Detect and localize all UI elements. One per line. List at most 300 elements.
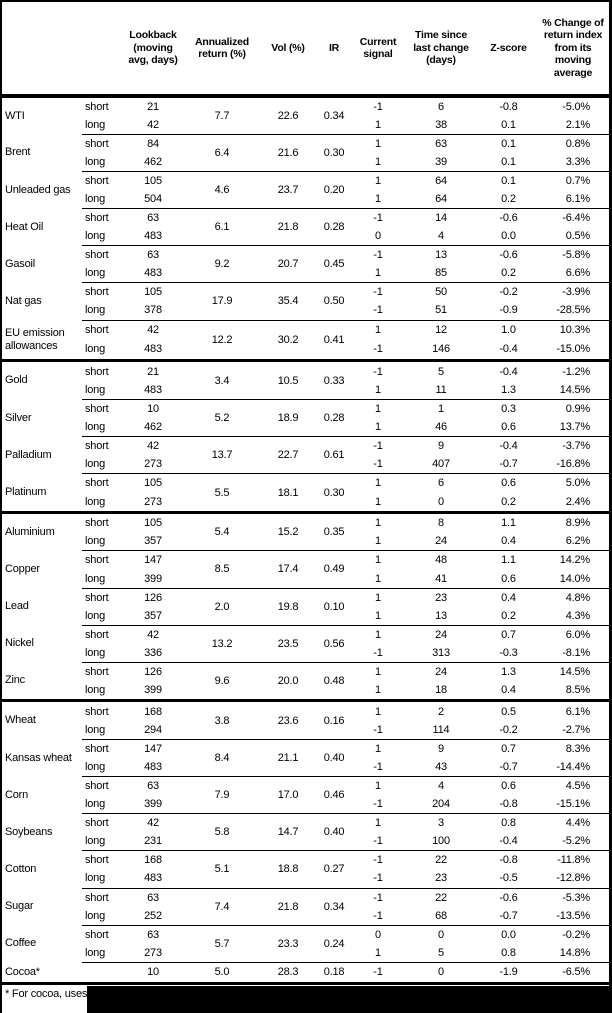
position-cell: short	[82, 209, 124, 228]
table-row	[2, 474, 609, 493]
zscore-cell: -0.4	[499, 343, 518, 356]
days-since-change-cell: 0	[402, 925, 480, 944]
zscore-cell: 0.4	[501, 684, 516, 697]
vol-cell: 18.9	[262, 399, 314, 436]
days-since-change-cell: 0	[438, 495, 444, 508]
days-since-change-cell: 5	[402, 361, 480, 381]
days-since-change-cell: 18	[435, 684, 447, 697]
pct-change-cell: 14.2%	[537, 551, 609, 570]
position-cell: short	[82, 361, 124, 381]
days-since-change-cell: 8	[402, 512, 480, 532]
table-row	[2, 551, 609, 570]
position-cell: long	[85, 267, 105, 280]
pct-change-cell: -15.1%	[556, 798, 590, 811]
position-cell: long	[85, 723, 105, 736]
pct-change-cell: -8.1%	[562, 646, 590, 659]
table-row	[2, 925, 609, 944]
annualized-return-cell: 5.4	[182, 512, 262, 551]
ir-cell: 0.24	[314, 925, 354, 962]
lookback-cell: 42	[124, 437, 182, 456]
signal-cell: 0	[354, 925, 402, 944]
pct-change-cell: -3.7%	[537, 437, 609, 456]
lookback-cell: 105	[124, 172, 182, 191]
days-since-change-cell: 38	[435, 118, 447, 131]
commodity-name-cell: Palladium	[5, 448, 52, 461]
lookback-cell: 462	[144, 421, 162, 434]
vol-cell: 18.8	[262, 851, 314, 888]
vol-cell: 23.5	[262, 625, 314, 662]
pct-change-cell: -16.8%	[556, 458, 590, 471]
pct-change-cell: 2.4%	[565, 495, 590, 508]
pct-change-cell: 6.0%	[537, 625, 609, 644]
days-since-change-cell: 6	[438, 100, 444, 113]
lookback-cell: 105	[124, 512, 182, 532]
vol-cell: 23.3	[262, 925, 314, 962]
lookback-cell: 231	[144, 835, 162, 848]
ir-cell: 0.41	[314, 320, 354, 361]
signal-cell: 1	[354, 320, 402, 340]
position-cell: long	[85, 458, 105, 471]
pct-change-cell: 2.1%	[565, 118, 590, 131]
position-cell: short	[82, 588, 124, 607]
position-cell: long	[85, 684, 105, 697]
lookback-cell: 462	[144, 155, 162, 168]
days-since-change-cell: 4	[438, 230, 444, 243]
annualized-return-cell: 13.2	[182, 625, 262, 662]
signal-cell: 0	[375, 230, 381, 243]
lookback-cell: 483	[144, 383, 162, 396]
days-since-change-cell: 6	[402, 474, 480, 493]
signal-cell: 1	[375, 421, 381, 434]
ir-cell: 0.50	[314, 283, 354, 320]
pct-change-cell: 10.3%	[537, 320, 609, 340]
table-row	[2, 283, 609, 302]
signal-cell: 1	[375, 118, 381, 131]
zscore-cell: -0.7	[499, 761, 518, 774]
days-since-change-cell: 14	[402, 209, 480, 228]
days-since-change-cell: 64	[402, 172, 480, 191]
signal-cell: -1	[373, 343, 383, 356]
signal-cell: 1	[375, 155, 381, 168]
days-since-change-cell: 48	[402, 551, 480, 570]
lookback-cell: 126	[124, 588, 182, 607]
vol-cell: 17.4	[262, 551, 314, 588]
commodity-name-cell: Zinc	[5, 674, 25, 687]
position-cell: long	[85, 535, 105, 548]
signal-cell: 1	[354, 399, 402, 418]
vol-cell: 17.0	[262, 777, 314, 814]
zscore-cell: -0.5	[499, 872, 518, 885]
days-since-change-cell: 24	[435, 535, 447, 548]
pct-change-cell: 4.8%	[537, 588, 609, 607]
position-cell: short	[82, 888, 124, 907]
pct-change-cell: -0.2%	[537, 925, 609, 944]
days-since-change-cell: 39	[435, 155, 447, 168]
lookback-cell: 63	[124, 888, 182, 907]
signal-cell: -1	[373, 304, 383, 317]
position-cell: short	[82, 399, 124, 418]
pct-change-cell: 4.4%	[537, 814, 609, 833]
pct-change-cell: 14.0%	[559, 572, 590, 585]
header-zscore: Z-score	[490, 41, 527, 54]
commodity-name-cell: Brent	[5, 146, 31, 159]
pct-change-cell: -6.5%	[537, 962, 609, 982]
pct-change-cell: -11.8%	[537, 851, 609, 870]
days-since-change-cell: 0	[402, 962, 480, 982]
signal-cell: -1	[373, 798, 383, 811]
pct-change-cell: 5.0%	[537, 474, 609, 493]
signal-cell: -1	[354, 851, 402, 870]
pct-change-cell: 6.1%	[537, 701, 609, 721]
zscore-cell: 0.2	[501, 193, 516, 206]
position-cell: short	[82, 320, 124, 340]
commodity-name-cell: Silver	[5, 411, 32, 424]
zscore-cell: 0.4	[501, 535, 516, 548]
zscore-cell: -0.2	[480, 283, 537, 302]
lookback-cell: 252	[144, 909, 162, 922]
ir-cell: 0.28	[314, 209, 354, 246]
lookback-cell: 483	[144, 872, 162, 885]
position-cell: short	[82, 474, 124, 493]
signal-cell: -1	[354, 888, 402, 907]
commodity-name-cell: Nat gas	[5, 294, 42, 307]
days-since-change-cell: 85	[435, 267, 447, 280]
annualized-return-cell: 3.4	[182, 361, 262, 400]
pct-change-cell: -14.4%	[556, 761, 590, 774]
pct-change-cell: -15.0%	[556, 343, 590, 356]
position-cell: short	[82, 701, 124, 721]
zscore-cell: 0.5	[480, 701, 537, 721]
zscore-cell: 0.1	[480, 172, 537, 191]
days-since-change-cell: 68	[435, 909, 447, 922]
commodity-name-cell: Platinum	[5, 485, 47, 498]
pct-change-cell: -5.0%	[562, 100, 590, 113]
position-cell: long	[85, 909, 105, 922]
lookback-cell: 483	[144, 267, 162, 280]
pct-change-cell: 4.3%	[565, 609, 590, 622]
footnote-bar	[2, 982, 609, 1013]
annualized-return-cell: 4.6	[182, 172, 262, 209]
pct-change-cell: -12.8%	[556, 872, 590, 885]
redacted-block	[87, 986, 609, 1013]
table-row	[2, 588, 609, 607]
zscore-cell: 0.0	[480, 925, 537, 944]
pct-change-cell: 13.7%	[559, 421, 590, 434]
signal-cell: 1	[375, 495, 381, 508]
zscore-cell: -1.9	[480, 962, 537, 982]
signal-cell: 1	[375, 535, 381, 548]
commodity-name-cell: Soybeans	[5, 825, 53, 838]
signal-cell: -1	[354, 246, 402, 265]
ir-cell: 0.48	[314, 662, 354, 701]
days-since-change-cell: 12	[402, 320, 480, 340]
zscore-cell: 0.8	[501, 946, 516, 959]
days-since-change-cell: 1	[402, 399, 480, 418]
commodity-name-cell: Unleaded gas	[5, 183, 71, 196]
lookback-cell: 126	[124, 662, 182, 681]
position-cell: short	[82, 134, 124, 153]
ir-cell: 0.30	[314, 134, 354, 171]
zscore-cell: 1.3	[501, 383, 516, 396]
ir-cell: 0.45	[314, 246, 354, 283]
table-row	[2, 888, 609, 907]
zscore-cell: -0.2	[499, 723, 518, 736]
ir-cell: 0.40	[314, 740, 354, 777]
signal-cell: 1	[354, 512, 402, 532]
lookback-cell: 357	[144, 535, 162, 548]
position-cell: short	[82, 625, 124, 644]
zscore-cell: 0.1	[501, 118, 516, 131]
vol-cell: 28.3	[262, 962, 314, 982]
pct-change-cell: -5.8%	[537, 246, 609, 265]
zscore-cell: -0.9	[499, 304, 518, 317]
vol-cell: 15.2	[262, 512, 314, 551]
commodity-name-cell: Lead	[5, 600, 29, 613]
header-vol: Vol (%)	[271, 41, 305, 54]
vol-cell: 19.8	[262, 588, 314, 625]
signal-cell: -1	[373, 909, 383, 922]
annualized-return-cell: 6.1	[182, 209, 262, 246]
annualized-return-cell: 12.2	[182, 320, 262, 361]
position-cell: short	[82, 512, 124, 532]
days-since-change-cell: 64	[435, 193, 447, 206]
signal-cell: -1	[354, 209, 402, 228]
zscore-cell: 0.6	[480, 777, 537, 796]
pct-change-cell: 6.6%	[565, 267, 590, 280]
position-cell: short	[82, 283, 124, 302]
pct-change-cell: 8.3%	[537, 740, 609, 759]
annualized-return-cell: 3.8	[182, 701, 262, 740]
signal-cell: -1	[373, 100, 383, 113]
ir-cell: 0.27	[314, 851, 354, 888]
signals-table	[2, 98, 609, 982]
annualized-return-cell: 9.2	[182, 246, 262, 283]
signal-cell: 1	[354, 777, 402, 796]
days-since-change-cell: 114	[432, 723, 450, 736]
lookback-cell: 168	[124, 851, 182, 870]
table-row	[2, 437, 609, 456]
signal-cell: 1	[375, 267, 381, 280]
days-since-change-cell: 100	[432, 835, 450, 848]
signal-cell: 1	[354, 662, 402, 681]
table-row	[2, 814, 609, 833]
commodity-name-cell: Nickel	[5, 637, 34, 650]
lookback-cell: 483	[144, 761, 162, 774]
annualized-return-cell: 13.7	[182, 437, 262, 474]
table-row	[2, 625, 609, 644]
annualized-return-cell: 5.2	[182, 399, 262, 436]
vol-cell: 22.7	[262, 437, 314, 474]
position-cell: long	[85, 609, 105, 622]
lookback-cell: 42	[124, 625, 182, 644]
position-cell: long	[85, 155, 105, 168]
commodity-name-cell: Corn	[5, 788, 29, 801]
position-cell: short	[82, 851, 124, 870]
signal-cell: 1	[375, 383, 381, 396]
lookback-cell: 483	[144, 343, 162, 356]
lookback-cell: 273	[144, 495, 162, 508]
zscore-cell: 0.6	[501, 572, 516, 585]
zscore-cell: -0.6	[480, 888, 537, 907]
days-since-change-cell: 3	[402, 814, 480, 833]
signal-cell: 1	[375, 946, 381, 959]
days-since-change-cell: 11	[435, 383, 447, 396]
position-cell: long	[85, 230, 105, 243]
days-since-change-cell: 43	[435, 761, 447, 774]
zscore-cell: 1.1	[480, 551, 537, 570]
zscore-cell: 0.4	[480, 588, 537, 607]
header-current-signal: Current signal	[359, 35, 397, 60]
ir-cell: 0.49	[314, 551, 354, 588]
table-header	[2, 2, 609, 98]
commodity-name-cell: EU emission allowances	[5, 326, 65, 352]
pct-change-cell: 4.5%	[537, 777, 609, 796]
vol-cell: 10.5	[262, 361, 314, 400]
position-cell: short	[82, 740, 124, 759]
vol-cell: 20.0	[262, 662, 314, 701]
lookback-cell: 84	[124, 134, 182, 153]
table-row	[2, 662, 609, 681]
signal-cell: 1	[375, 193, 381, 206]
pct-change-cell: 8.5%	[565, 684, 590, 697]
days-since-change-cell: 46	[435, 421, 447, 434]
days-since-change-cell: 407	[432, 458, 450, 471]
zscore-cell: 0.6	[501, 421, 516, 434]
vol-cell: 20.7	[262, 246, 314, 283]
vol-cell: 30.2	[262, 320, 314, 361]
lookback-cell: 147	[124, 740, 182, 759]
annualized-return-cell: 5.8	[182, 814, 262, 851]
lookback-cell: 294	[144, 723, 162, 736]
commodity-name-cell: Wheat	[2, 701, 82, 740]
zscore-cell: 0.2	[501, 609, 516, 622]
lookback-cell: 63	[124, 925, 182, 944]
pct-change-cell: -13.5%	[556, 909, 590, 922]
commodity-name-cell: Coffee	[5, 937, 37, 950]
annualized-return-cell: 8.4	[182, 740, 262, 777]
signal-cell: 1	[375, 572, 381, 585]
table-row	[2, 399, 609, 418]
zscore-cell: -0.4	[480, 361, 537, 381]
days-since-change-cell: 313	[432, 646, 450, 659]
vol-cell: 22.6	[277, 109, 299, 122]
position-cell: long	[85, 304, 105, 317]
signal-cell: 1	[354, 172, 402, 191]
commodity-name-cell: Gold	[2, 361, 82, 400]
annualized-return-cell: 5.1	[182, 851, 262, 888]
position-cell: long	[85, 118, 105, 131]
ir-cell: 0.28	[314, 399, 354, 436]
lookback-cell: 105	[124, 474, 182, 493]
lookback-cell: 42	[124, 814, 182, 833]
lookback-cell: 336	[144, 646, 162, 659]
signal-cell: -1	[354, 283, 402, 302]
header-time-since-last-change: Time since last change (days)	[413, 29, 469, 67]
pct-change-cell: -5.3%	[537, 888, 609, 907]
days-since-change-cell: 204	[432, 798, 450, 811]
pct-change-cell: -1.2%	[537, 361, 609, 381]
table-row	[2, 172, 609, 191]
commodity-name-cell: Gasoil	[5, 257, 35, 270]
table-body-wrapper	[2, 98, 609, 982]
signal-cell: -1	[373, 646, 383, 659]
signal-cell: -1	[354, 361, 402, 381]
signal-cell: -1	[373, 872, 383, 885]
pct-change-cell: 0.8%	[537, 134, 609, 153]
table-row	[2, 209, 609, 228]
lookback-cell: 21	[124, 361, 182, 381]
days-since-change-cell: 9	[402, 740, 480, 759]
pct-change-cell: -28.5%	[556, 304, 590, 317]
annualized-return-cell: 6.4	[182, 134, 262, 171]
days-since-change-cell: 23	[435, 872, 447, 885]
ir-cell: 0.16	[314, 701, 354, 740]
lookback-cell: 63	[124, 246, 182, 265]
zscore-cell: -0.6	[480, 246, 537, 265]
lookback-cell: 399	[144, 572, 162, 585]
ir-cell: 0.30	[314, 474, 354, 513]
vol-cell: 23.7	[262, 172, 314, 209]
signal-cell: 1	[354, 588, 402, 607]
lookback-cell: 378	[144, 304, 162, 317]
zscore-cell: 1.1	[480, 512, 537, 532]
header-ir: IR	[328, 41, 340, 54]
lookback-cell: 10	[124, 399, 182, 418]
zscore-cell: 1.0	[480, 320, 537, 340]
zscore-cell: 0.1	[480, 134, 537, 153]
signal-cell: 1	[375, 609, 381, 622]
position-cell: long	[85, 495, 105, 508]
position-cell: long	[85, 421, 105, 434]
days-since-change-cell: 23	[402, 588, 480, 607]
header-commodity	[2, 2, 82, 94]
signal-cell: 1	[354, 814, 402, 833]
zscore-cell: 1.3	[480, 662, 537, 681]
pct-change-cell: 0.9%	[537, 399, 609, 418]
pct-change-cell: 14.5%	[537, 662, 609, 681]
zscore-cell: -0.6	[480, 209, 537, 228]
days-since-change-cell: 41	[435, 572, 447, 585]
position-cell: short	[82, 437, 124, 456]
ir-cell: 0.20	[314, 172, 354, 209]
signal-cell: -1	[373, 761, 383, 774]
annualized-return-cell: 17.9	[182, 283, 262, 320]
days-since-change-cell: 50	[402, 283, 480, 302]
table-row	[2, 320, 609, 340]
signal-cell: 1	[354, 701, 402, 721]
zscore-cell: 0.6	[480, 474, 537, 493]
days-since-change-cell: 9	[402, 437, 480, 456]
lookback-cell: 105	[124, 283, 182, 302]
days-since-change-cell: 63	[402, 134, 480, 153]
commodity-name-cell: Cocoa*	[5, 965, 40, 978]
signal-cell: 1	[354, 474, 402, 493]
position-cell: long	[85, 761, 105, 774]
zscore-cell: 0.8	[480, 814, 537, 833]
vol-cell: 21.6	[262, 134, 314, 171]
position-cell: short	[85, 100, 109, 113]
days-since-change-cell: 24	[402, 662, 480, 681]
zscore-cell: -0.4	[480, 437, 537, 456]
vol-cell: 18.1	[262, 474, 314, 513]
days-since-change-cell: 2	[402, 701, 480, 721]
table-row	[2, 246, 609, 265]
annualized-return-cell: 5.0	[182, 962, 262, 982]
table-row	[2, 962, 609, 982]
pct-change-cell: 6.1%	[565, 193, 590, 206]
signal-cell: 1	[354, 740, 402, 759]
header-lookback: Lookback (moving avg, days)	[128, 29, 178, 67]
